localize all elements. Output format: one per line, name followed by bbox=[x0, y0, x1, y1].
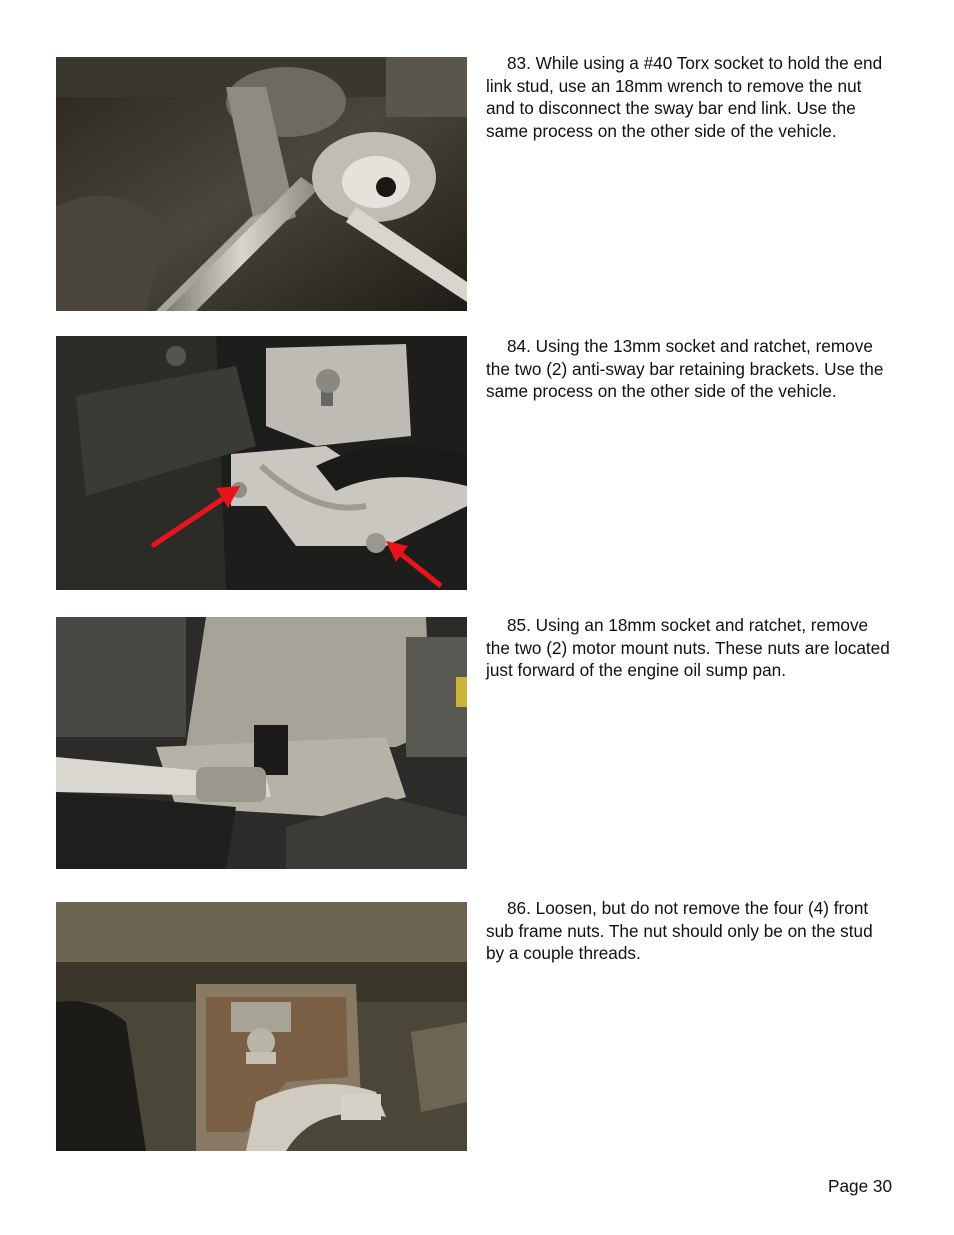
arrow-right-icon bbox=[386, 541, 441, 586]
page-number: Page 30 bbox=[828, 1176, 893, 1196]
step-86-photo bbox=[56, 902, 467, 1151]
step-84-photo bbox=[56, 336, 467, 590]
step-83-text: 83. While using a #40 Torx socket to hold the end link stud, use an 18mm wrench to remove the nut and to disconnect the sway bar end link. Use the same process on the other side of the vehicle. bbox=[486, 53, 883, 141]
step-86-text: 86. Loosen, but do not remove the four (4) front sub frame nuts. The nut should only be on the stud by a couple threads. bbox=[486, 898, 873, 963]
arrow-left-icon bbox=[152, 486, 240, 546]
step-84-text: 84. Using the 13mm socket and ratchet, remove the two (2) anti-sway bar retaining brackets. Use the same process on the other side of the vehicle. bbox=[486, 336, 884, 401]
step-85-text: 85. Using an 18mm socket and ratchet, remove the two (2) motor mount nuts. These nuts are located just forward of the engine oil sump pan. bbox=[486, 615, 890, 680]
step-85-photo bbox=[56, 617, 467, 869]
step-83-photo bbox=[56, 57, 467, 311]
